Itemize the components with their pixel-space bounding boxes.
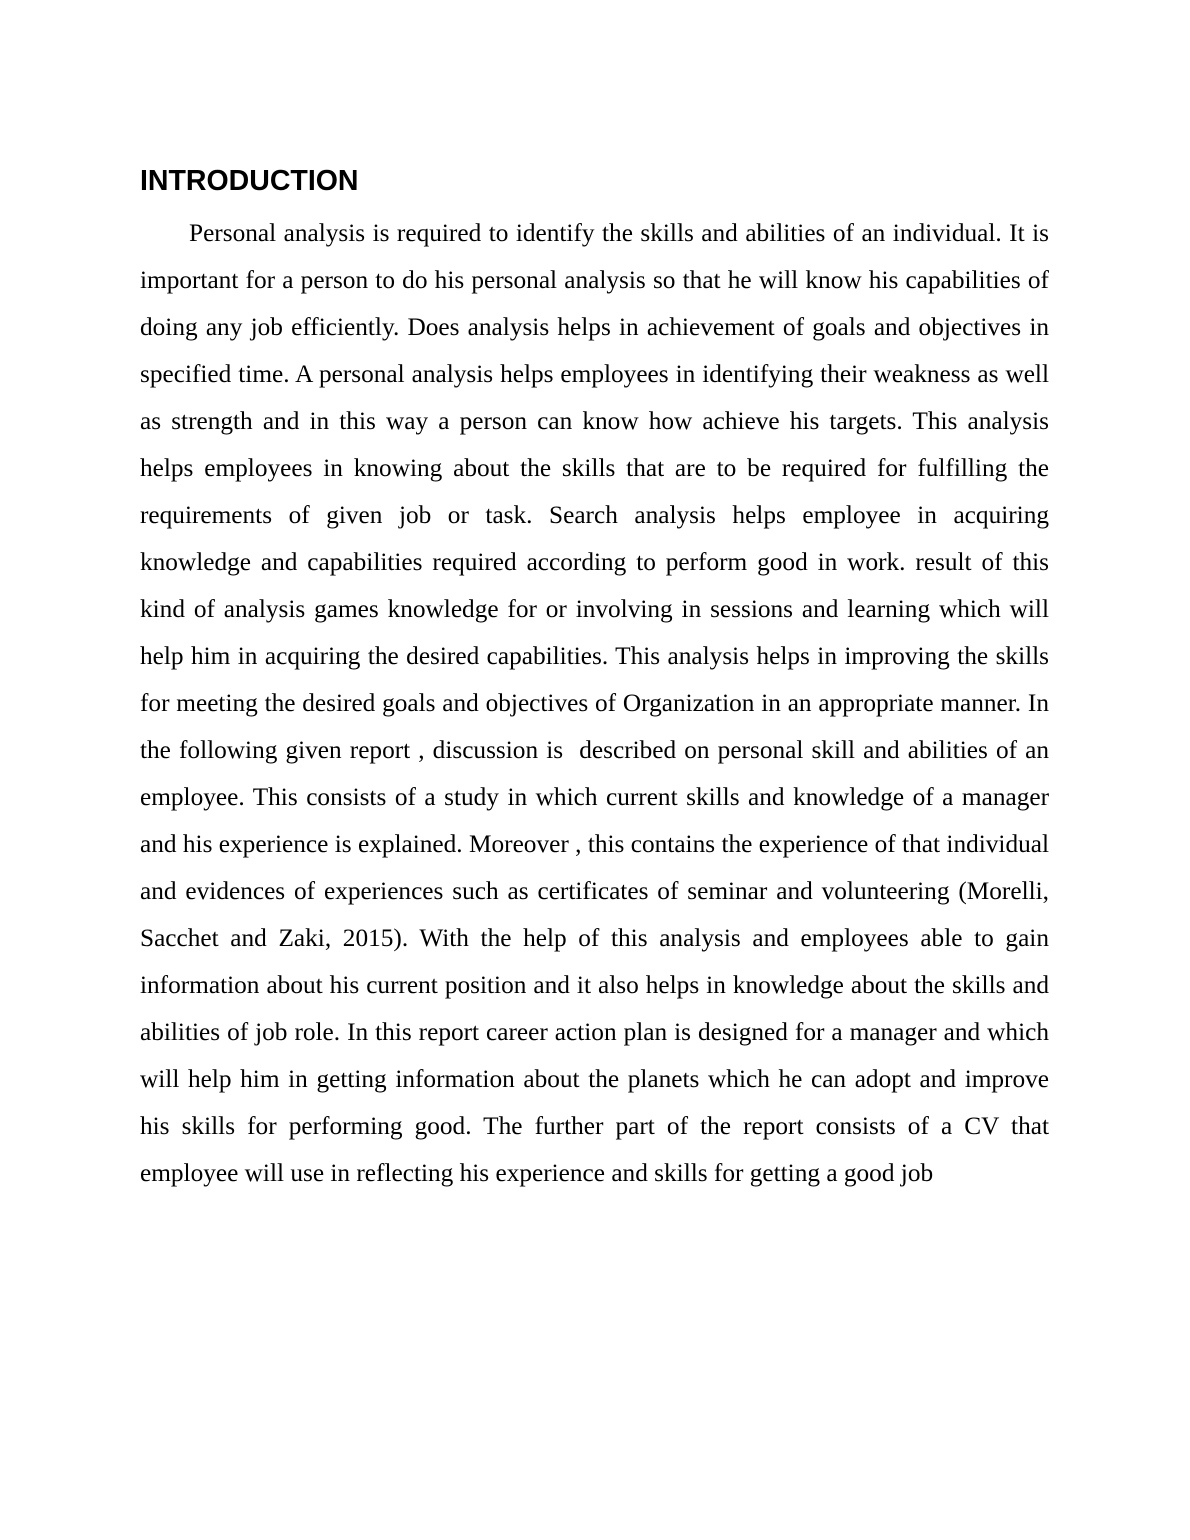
- introduction-paragraph: Personal analysis is required to identify the skills and abilities of an individual. It is important for a person to do his personal analysis so that he will know his capabilities of doing any job efficiently. Does analysis helps in achievement of goals and objectives in specified time. A personal analysis helps employees in identifying their weakness as well as strength and in this way a person can know how achieve his targets. This analysis helps employees in knowing about the skills that are to be required for fulfilling the requirements of given job or task. Search analysis helps employee in acquiring knowledge and capabilities required according to perform good in work. result of this kind of analysis games knowledge for or involving in sessions and learning which will help him in acquiring the desired capabilities. This analysis helps in improving the skills for meeting the desired goals and objectives of Organization in an appropriate manner. In the following given report , discussion is described on personal skill and abilities of an employee. This consists of a study in which current skills and knowledge of a manager and his experience is explained. Moreover , this contains the experience of that individual and evidences of experiences such as certificates of seminar and volunteering (Morelli, Sacchet and Zaki, 2015). With the help of this analysis and employees able to gain information about his current position and it also helps in knowledge about the skills and abilities of job role. In this report career action plan is designed for a manager and which will help him in getting information about the planets which he can adopt and improve his skills for performing good. The further part of the report consists of a CV that employee will use in reflecting his experience and skills for getting a good job: [140, 219, 1062, 1187]
- section-heading: INTRODUCTION: [140, 165, 359, 197]
